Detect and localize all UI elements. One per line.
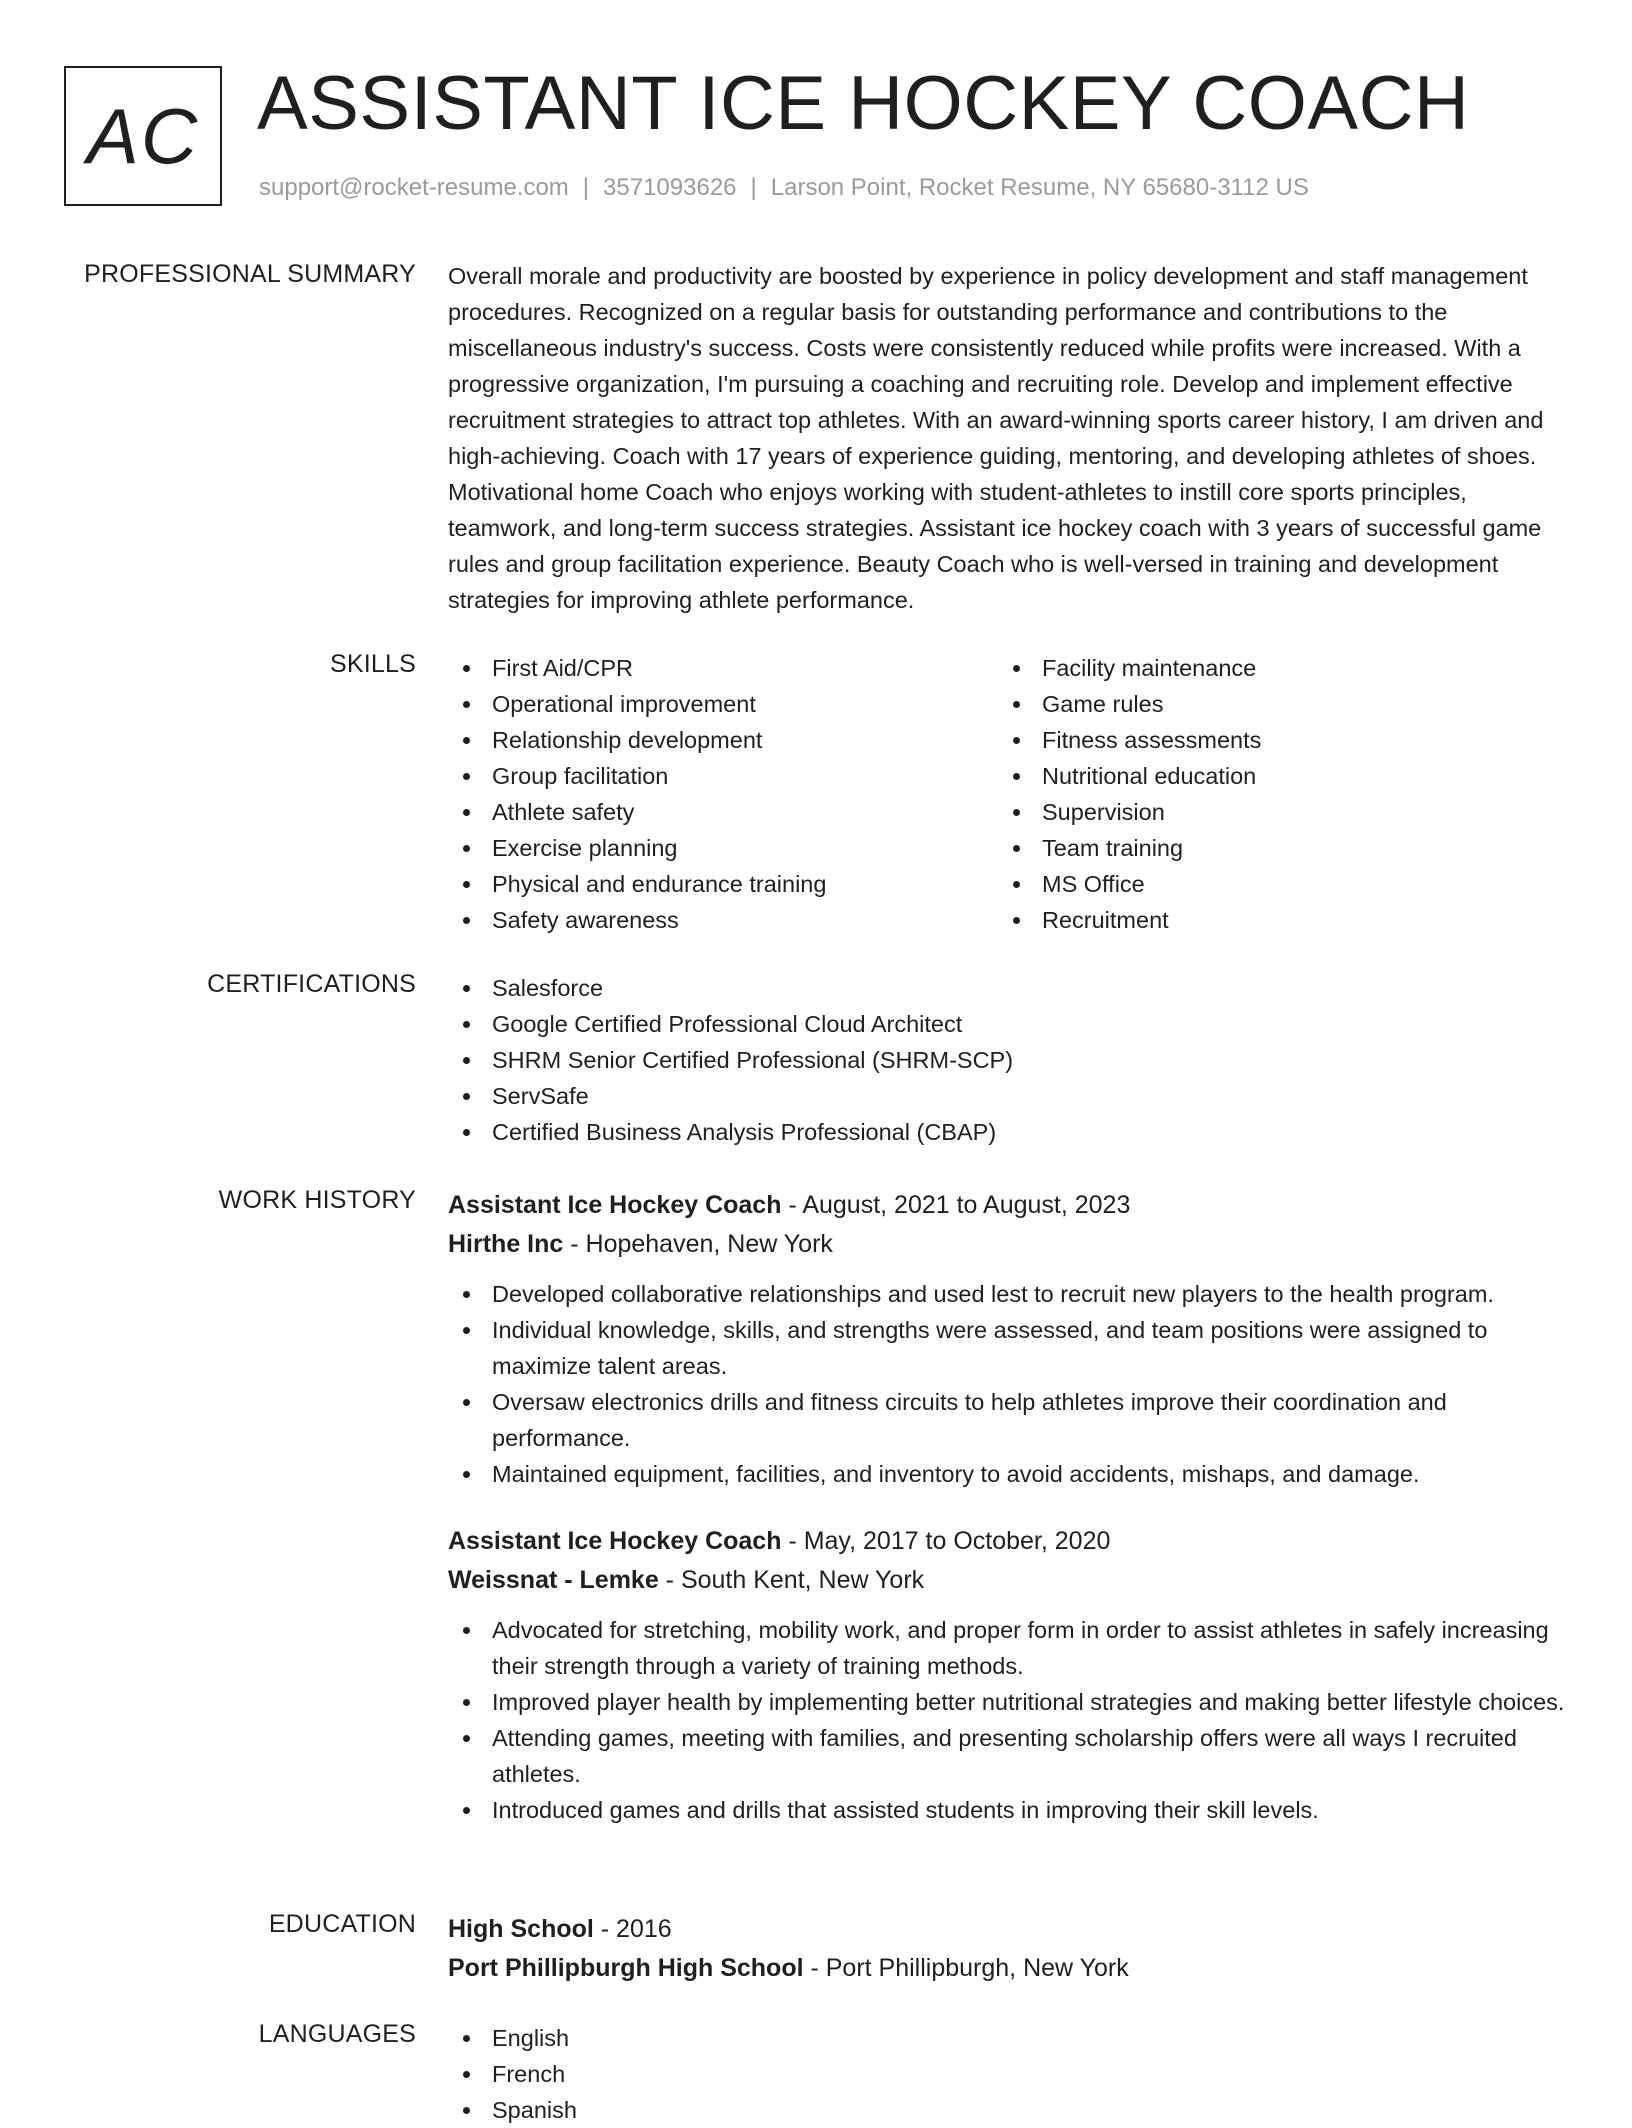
skill-item: Group facilitation (448, 758, 998, 794)
education-school-line (448, 1949, 1566, 1988)
job-company: Weissnat - Lemke (448, 1566, 659, 1594)
education-degree: High School (448, 1915, 594, 1943)
contact-address: Larson Point, Rocket Resume, NY 65680-3112 US (770, 174, 1309, 201)
education-location: - Port Phillipburgh, New York (803, 1954, 1129, 1982)
job-location: - Hopehaven, New York (563, 1230, 833, 1258)
skill-item: Exercise planning (448, 830, 998, 866)
job-bullet: Developed collaborative relationships and used lest to recruit new players to the health program. (448, 1276, 1566, 1312)
job-title-line (448, 1186, 1566, 1225)
skills-list-left (448, 650, 998, 938)
skill-item: Safety awareness (448, 902, 998, 938)
job-bullet: Introduced games and drills that assisted students in improving their skill levels. (448, 1792, 1566, 1828)
monogram-logo: AC (64, 66, 222, 206)
language-item: Spanish (448, 2092, 1566, 2128)
education-year: - 2016 (593, 1915, 672, 1943)
job-title: Assistant Ice Hockey Coach (448, 1527, 782, 1555)
job-company-line (448, 1561, 1566, 1600)
skill-item: Game rules (998, 686, 1548, 722)
contact-line (259, 174, 1309, 202)
job-bullet: Advocated for stretching, mobility work, and proper form in order to assist athletes in safely increasing their strength through a variety of training methods. (448, 1612, 1566, 1684)
job-bullet: Maintained equipment, facilities, and inventory to avoid accidents, mishaps, and damage. (448, 1456, 1566, 1492)
skills-columns (448, 650, 1566, 938)
skill-item: Operational improvement (448, 686, 998, 722)
education-degree-line (448, 1910, 1566, 1949)
skill-item: Supervision (998, 794, 1548, 830)
skill-item: Athlete safety (448, 794, 998, 830)
section-label-summary: PROFESSIONAL SUMMARY (84, 260, 416, 288)
job-company-line (448, 1225, 1566, 1264)
education-school: Port Phillipburgh High School (448, 1954, 804, 1982)
section-label-work-history: WORK HISTORY (218, 1186, 416, 1214)
job-company: Hirthe Inc (448, 1230, 564, 1258)
skill-item: First Aid/CPR (448, 650, 998, 686)
job-dates: - May, 2017 to October, 2020 (781, 1527, 1111, 1555)
skill-item: Recruitment (998, 902, 1548, 938)
contact-separator: | (582, 174, 590, 201)
section-label-skills: SKILLS (330, 650, 416, 678)
skills-list-right (998, 650, 1548, 938)
work-history-body (448, 1186, 1566, 1858)
job-entry (448, 1186, 1566, 1492)
resume-title: ASSISTANT ICE HOCKEY COACH (257, 61, 1470, 146)
job-bullet: Oversaw electronics drills and fitness circuits to help athletes improve their coordination and performance. (448, 1384, 1566, 1456)
job-bullet: Improved player health by implementing better nutritional strategies and making better lifestyle choices. (448, 1684, 1566, 1720)
section-label-education: EDUCATION (268, 1910, 416, 1938)
section-label-languages: LANGUAGES (258, 2020, 416, 2048)
skill-item: Fitness assessments (998, 722, 1548, 758)
certification-item: ServSafe (448, 1078, 1566, 1114)
certifications-list (448, 970, 1566, 1150)
skill-item: Nutritional education (998, 758, 1548, 794)
job-entry (448, 1522, 1566, 1828)
skill-item: Team training (998, 830, 1548, 866)
summary-body (448, 260, 1566, 618)
job-location: - South Kent, New York (658, 1566, 925, 1594)
contact-phone: 3571093626 (603, 174, 737, 201)
job-bullet-list (448, 1612, 1566, 1828)
certification-item: Certified Business Analysis Professional (CBAP) (448, 1114, 1566, 1150)
skills-body (448, 650, 1566, 938)
job-dates: - August, 2021 to August, 2023 (781, 1191, 1131, 1219)
job-bullet-list (448, 1276, 1566, 1492)
certification-item: SHRM Senior Certified Professional (SHRM-SCP) (448, 1042, 1566, 1078)
contact-email: support@rocket-resume.com (259, 174, 569, 201)
job-bullet: Individual knowledge, skills, and strengths were assessed, and team positions were assigned to maximize talent areas. (448, 1312, 1566, 1384)
language-item: English (448, 2020, 1566, 2056)
resume-header (64, 61, 1564, 214)
job-bullet: Attending games, meeting with families, and presenting scholarship offers were all ways I recruited athletes. (448, 1720, 1566, 1792)
certification-item: Google Certified Professional Cloud Architect (448, 1006, 1566, 1042)
section-label-certifications: CERTIFICATIONS (207, 970, 416, 998)
skill-item: Relationship development (448, 722, 998, 758)
skill-item: MS Office (998, 866, 1548, 902)
job-title-line (448, 1522, 1566, 1561)
summary-text: Overall morale and productivity are boosted by experience in policy development and staff management procedures. Recognized on a regular basis for outstanding performance and contributions to the miscellaneous industry's success. Costs were consistently reduced while profits were increased. With a progressive organization, I'm pursuing a coaching and recruiting role. Develop and implement effective recruitment strategies to attract top athletes. With an award-winning sports career history, I am driven and high-achieving. Coach with 17 years of experience guiding, mentoring, and developing athletes of shoes. Motivational home Coach who enjoys working with student-athletes to instill core sports principles, teamwork, and long-term success strategies. Assistant ice hockey coach with 3 years of successful game rules and group facilitation experience. Beauty Coach who is well-versed in training and development strategies for improving athlete performance. (448, 263, 1544, 613)
certification-item: Salesforce (448, 970, 1566, 1006)
language-item: French (448, 2056, 1566, 2092)
certifications-body (448, 970, 1566, 1150)
education-body (448, 1910, 1566, 1988)
skill-item: Facility maintenance (998, 650, 1548, 686)
job-title: Assistant Ice Hockey Coach (448, 1191, 782, 1219)
contact-separator: | (750, 174, 757, 201)
skill-item: Physical and endurance training (448, 866, 998, 902)
